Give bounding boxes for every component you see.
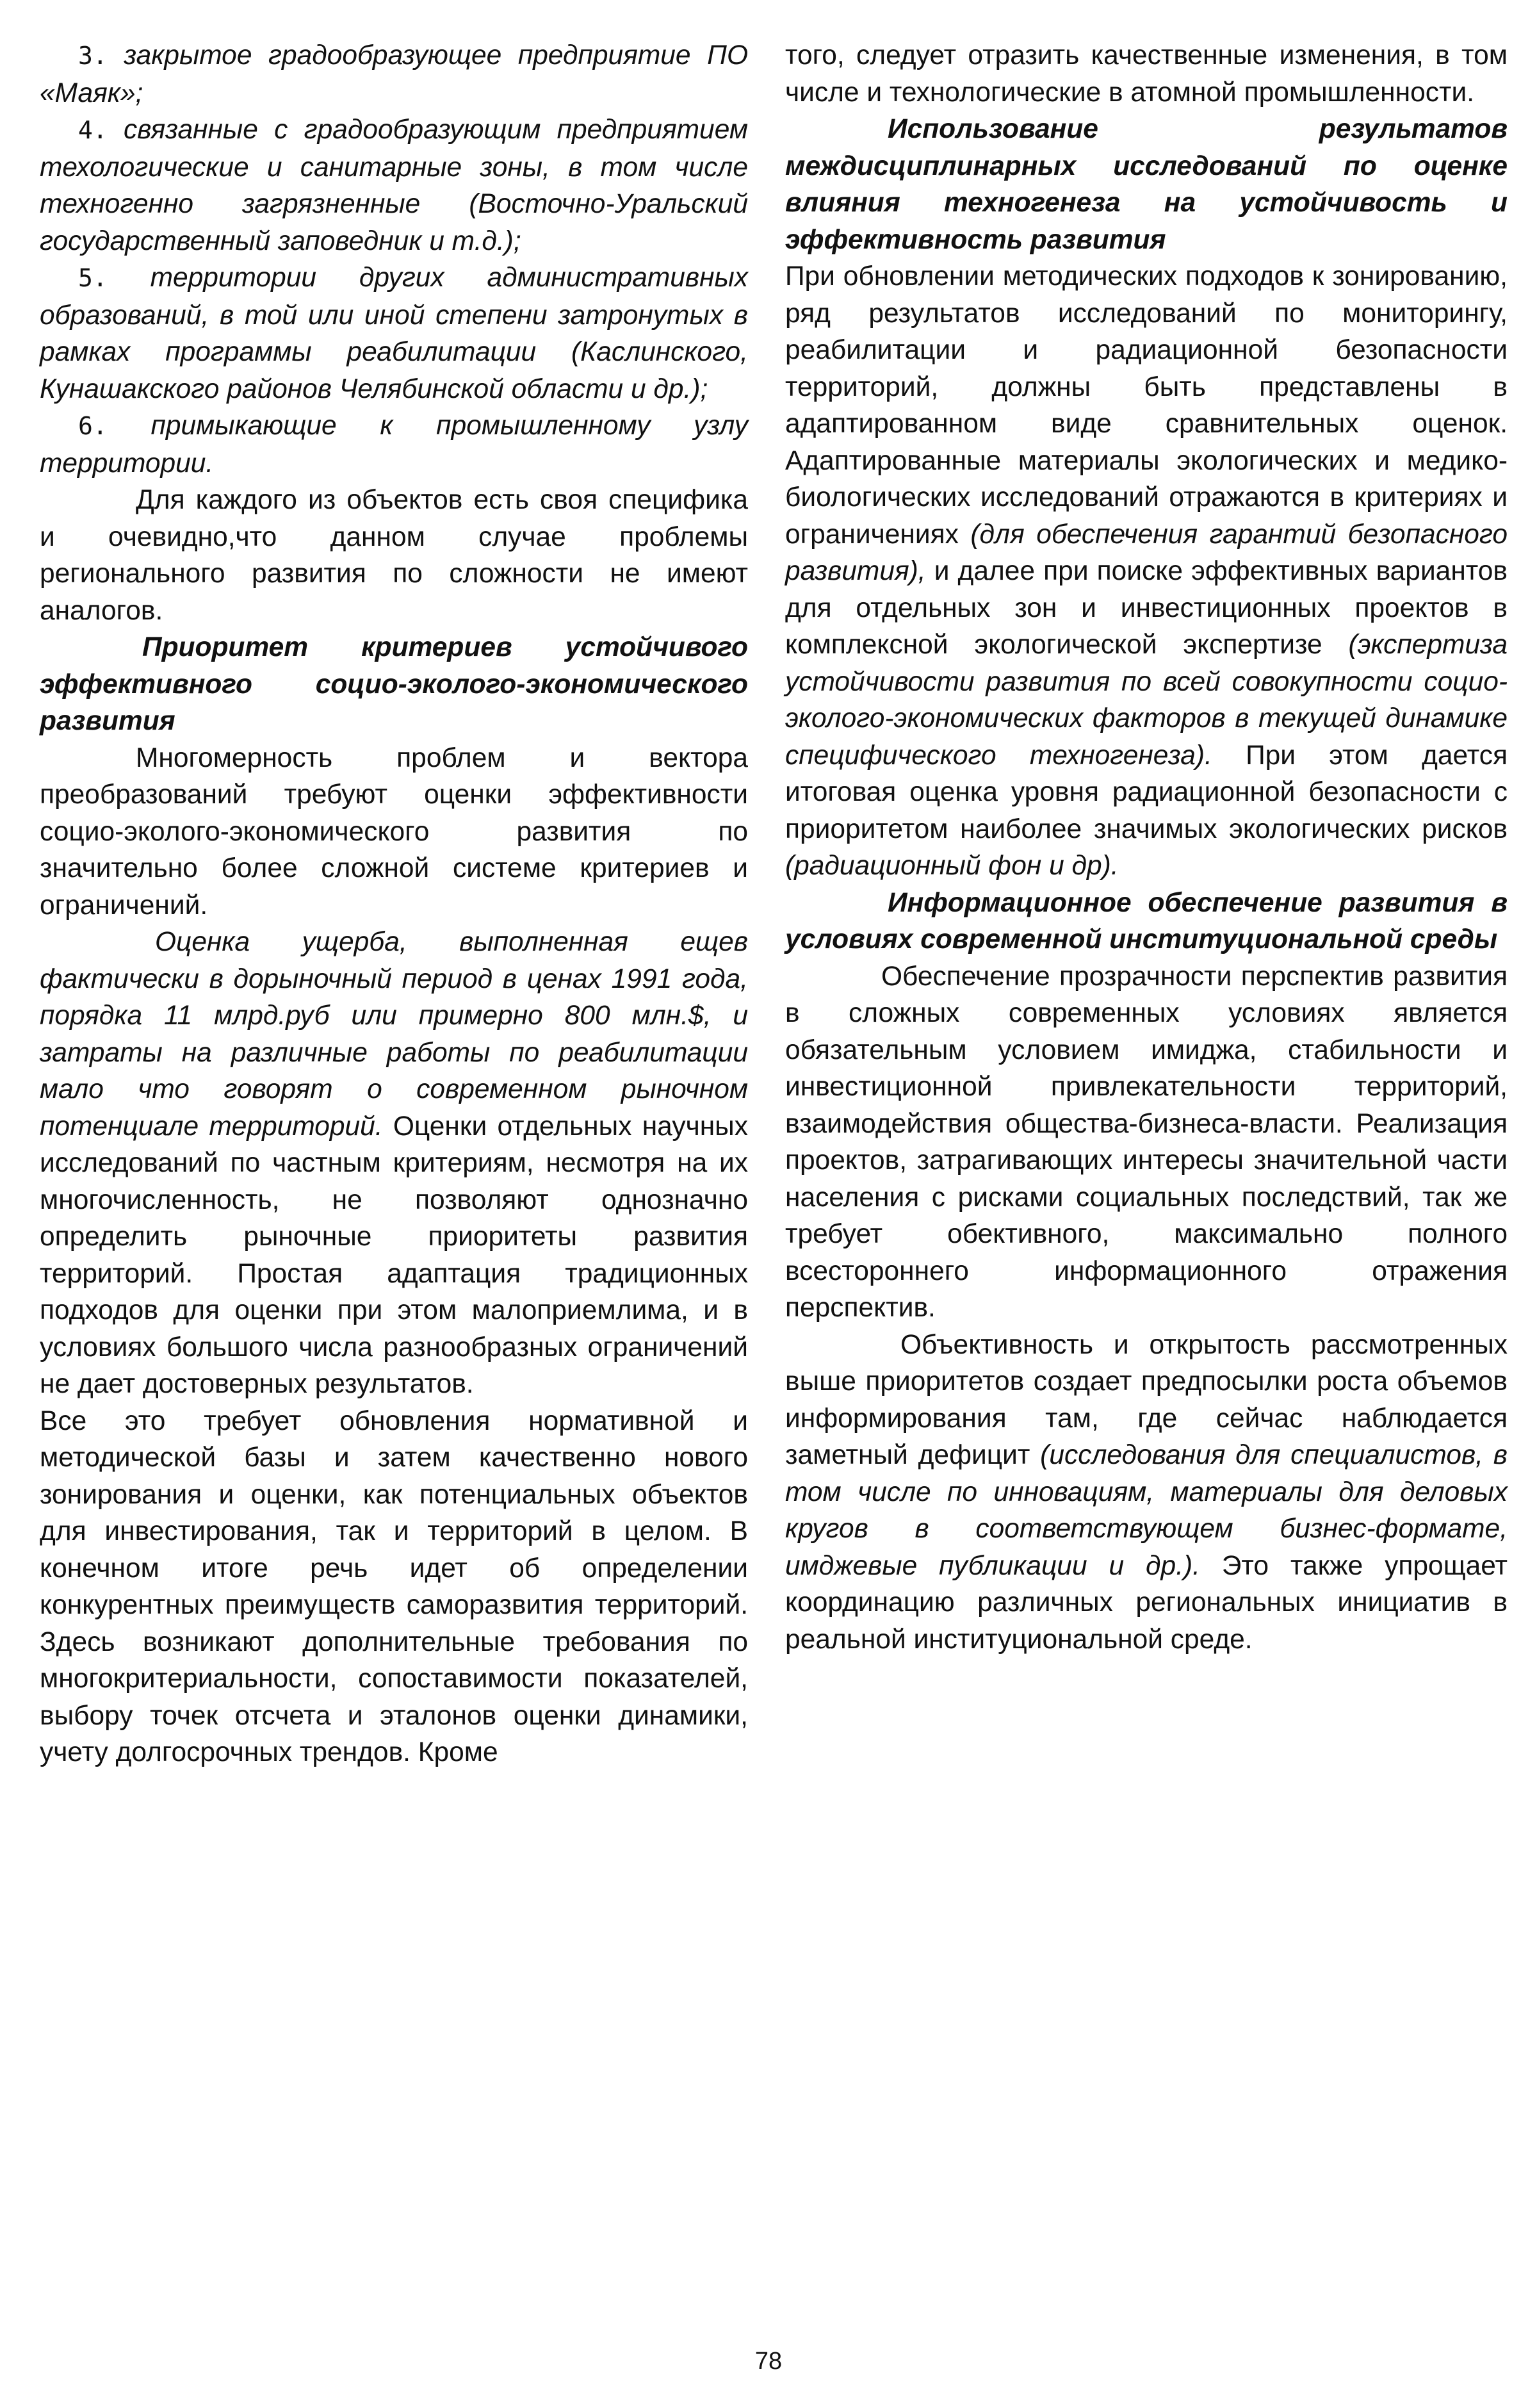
list-item-5 <box>40 259 748 407</box>
italic-text: Оценка ущерба, выполненная ещев фактически в дорыночный период в ценах 1991 года, порядка 11 млрд.руб или примерно 800 млн.$, и затраты на различные работы по реабилитации мало что говорят о современном рыночном потенциале территорий. <box>40 927 748 1142</box>
list-text: примыкающие к промышленному узлу территории. <box>40 411 748 479</box>
italic-text: (исследования для специалистов, в том числе по инновациям, материалы для деловых кругов в соответствующем бизнес-формате, имджевые публикации и др.). <box>785 1440 1508 1581</box>
plain-text: и далее при поиске эффективных вариантов для отдельных зон и инвестиционных проектов в комплексной экологической экспертизе <box>785 556 1508 660</box>
paragraph: Обеспечение прозрачности перспектив развития в сложных современных условиях является обязательным условием имиджа, стабильности и инвестиционной привлекательности территорий, взаимодействия общества-бизнеса-власти. Реализация проектов, затрагивающих интересы значительной части населения с рисками социальных последствий, так же требует обективного, максимально полного всестороннего информационного отражения перспектив. <box>785 961 1508 1323</box>
section-heading: Приоритет критериев устойчивого эффективного социо-эколого-экономического развития <box>40 632 748 736</box>
list-number: 4. <box>78 116 108 144</box>
italic-text: (экспертиза устойчивости развития по всей совокупности социо-эколого-экономических факторов в текущей динамике специфического техногенеза). <box>785 630 1508 771</box>
paragraph: Все это требует обновления нормативной и методической базы и затем качественно нового зонирования и оценки, как потенциальных объектов для инвестирования, так и территорий в целом. В конечном итоге речь идет об определении конкурентных преимуществ саморазвития территорий. Здесь возникают дополнительные требования по многокритериальности, сопоставимости показателей, выбору точек отсчета и эталонов оценки динамики, учету долгосрочных трендов. Кроме <box>40 1405 748 1767</box>
plain-text: Это также упрощает координацию различных региональных инициатив в реальной институциональной среде. <box>785 1550 1508 1655</box>
list-item-4 <box>40 111 748 259</box>
page-number: 78 <box>754 2348 783 2375</box>
list-text: связанные с градообразующим предприятием техологические и санитарные зоны, в том числе техногенно загрязненные (Восточно-Уральский государственный заповедник и т.д.); <box>40 115 748 256</box>
paragraph: Многомерность проблем и вектора преобразований требуют оценки эффективности социо-эколого-экономического развития по значительно более сложной системе критериев и ограничений. <box>40 742 748 921</box>
list-item-3 <box>40 37 748 111</box>
plain-text: При этом дается итоговая оценка уровня радиационной безопасности с приоритетом наиболее значимых экологических рисков <box>785 740 1508 844</box>
paragraph: Для каждого из объектов есть своя специфика и очевидно,что данном случае проблемы регионального развития по сложности не имеют аналогов. <box>40 485 748 626</box>
paragraph: того, следует отразить качественные изменения, в том числе и технологические в атомной промышленности. <box>785 40 1508 108</box>
list-text: закрытое градообразующее предприятие ПО «Маяк»; <box>40 40 748 108</box>
right-column <box>785 37 1508 1658</box>
left-column <box>40 37 748 1771</box>
plain-text: Оценки отдельных научных исследований по частным критериям, несмотря на их многочисленность, не позволяют однозначно определить рыночные приоритеты развития территорий. Простая адаптация традиционных подходов для оценки при этом малоприемлима, и в условиях большого числа разнообразных ограничений не дает достоверных результатов. <box>40 1111 748 1399</box>
section-heading: Использование результатов междисциплинарных исследований по оценке влияния техногенеза на устойчивость и эффективность развития <box>785 114 1508 255</box>
plain-text: При обновлении методических подходов к зонированию, ряд результатов исследований по мониторингу, реабилитации и радиационной безопасности территорий, должны быть представлены в адаптированном виде сравнительных оценок. Адаптированные материалы экологических и медико-биологических исследований отражаются в критериях и ограничениях <box>785 261 1508 550</box>
list-number: 3. <box>78 42 108 70</box>
list-number: 6. <box>78 412 108 440</box>
paragraph <box>785 1327 1508 1659</box>
paragraph <box>785 258 1508 885</box>
italic-text: (радиационный фон и др). <box>785 851 1119 881</box>
plain-text: Объективность и открытость рассмотренных выше приоритетов создает предпосылки роста объемов информирования там, где сейчас наблюдается заметный дефицит <box>785 1329 1508 1470</box>
paragraph <box>40 924 748 1403</box>
italic-text: (для обеспечения гарантий безопасного развития), <box>785 519 1508 586</box>
section-heading: Информационное обеспечение развития в условиях современной институциональной среды <box>785 887 1508 954</box>
list-text: территории других административных образований, в той или иной степени затронутых в рамках программы реабилитации (Каслинского, Кунашакского районов Челябинской области и др.); <box>40 263 749 404</box>
list-item-6 <box>40 407 748 482</box>
list-number: 5. <box>78 264 108 292</box>
